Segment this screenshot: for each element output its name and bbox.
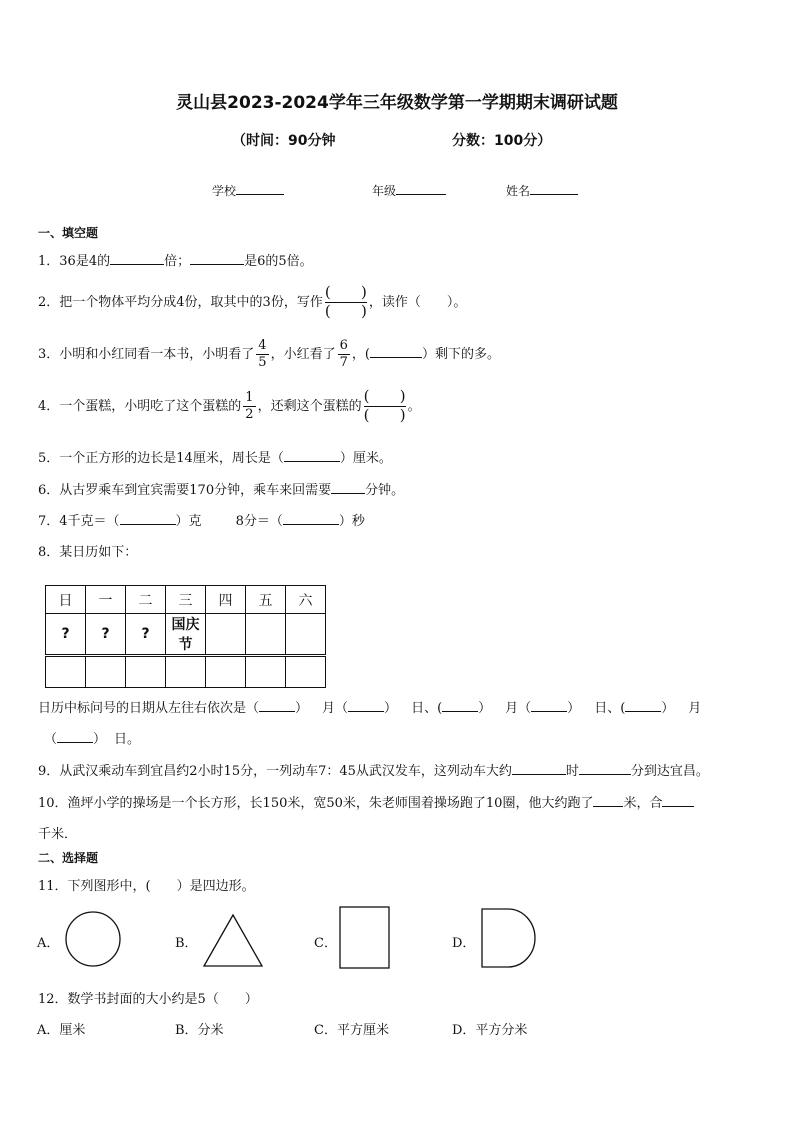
fraction-denominator: 7 bbox=[339, 355, 348, 370]
q1-text-a: 1．36是4的 bbox=[38, 254, 111, 269]
score-label: 分数：100分） bbox=[452, 133, 552, 149]
paren-fraction bbox=[364, 388, 406, 425]
question-11: 11．下列图形中，( ）是四边形。 bbox=[38, 879, 255, 894]
section-fill: 一、填空题 bbox=[38, 226, 99, 240]
fraction-denominator: 2 bbox=[245, 407, 254, 422]
q8-text: 日、( bbox=[411, 701, 443, 716]
q8-answer-line-1 bbox=[38, 697, 701, 716]
fraction bbox=[243, 390, 255, 423]
calendar-cell: ? bbox=[46, 614, 86, 656]
question-5 bbox=[38, 447, 392, 466]
calendar-header-row bbox=[46, 586, 326, 614]
grade-label: 年级 bbox=[372, 184, 397, 198]
option-d-label: D． bbox=[452, 936, 476, 951]
q6-text-a: 6．从古罗乘车到宜宾需要170分钟，乘车来回需要 bbox=[38, 483, 332, 498]
calendar-row bbox=[46, 656, 326, 688]
calendar-cell bbox=[206, 656, 246, 688]
q8-text: 日、( bbox=[594, 701, 626, 716]
fraction bbox=[256, 338, 268, 371]
page-title: 灵山县2023-2024学年三年级数学第一学期期末调研试题 bbox=[176, 93, 618, 113]
calendar-header-cell: 六 bbox=[286, 586, 326, 614]
blank bbox=[593, 794, 623, 807]
blank bbox=[190, 252, 244, 265]
grade-field bbox=[372, 182, 446, 199]
q5-text-a: 5．一个正方形的边长是14厘米，周长是（ bbox=[38, 451, 284, 466]
q8-text: 月（ bbox=[322, 701, 349, 716]
question-10-cont: 千米． bbox=[38, 827, 78, 842]
calendar-cell bbox=[206, 614, 246, 656]
calendar-cell bbox=[246, 614, 286, 656]
blank bbox=[331, 481, 365, 494]
q8-text: ） bbox=[384, 701, 398, 716]
q8-text: （ bbox=[44, 732, 58, 747]
d-shape bbox=[480, 907, 538, 969]
calendar-cell bbox=[46, 656, 86, 688]
calendar-table bbox=[45, 585, 326, 688]
q9-text-b: 时 bbox=[565, 764, 579, 779]
q1-text-c: 是6的5倍。 bbox=[244, 254, 313, 269]
option-c-label: C． bbox=[314, 936, 337, 951]
paren-fraction bbox=[325, 284, 367, 321]
q7-text-c: 8分＝（ bbox=[235, 514, 283, 529]
calendar-header-cell: 二 bbox=[126, 586, 166, 614]
calendar-row bbox=[46, 614, 326, 656]
blank bbox=[259, 699, 295, 712]
blank bbox=[110, 252, 164, 265]
option-a-label: A． bbox=[37, 936, 60, 951]
school-field bbox=[212, 182, 284, 199]
blank bbox=[283, 512, 339, 525]
calendar-header-cell: 日 bbox=[46, 586, 86, 614]
rectangle-shape bbox=[339, 906, 391, 970]
question-4 bbox=[38, 388, 421, 425]
blank bbox=[57, 730, 93, 743]
fraction-numerator: 4 bbox=[258, 338, 267, 353]
q3-text-c: ，( bbox=[351, 347, 370, 362]
q4-text-a: 4．一个蛋糕，小明吃了这个蛋糕的 bbox=[38, 399, 242, 414]
q7-text-d: ）秒 bbox=[338, 514, 365, 529]
blank bbox=[284, 449, 340, 462]
grade-blank bbox=[396, 182, 446, 195]
question-9 bbox=[38, 760, 709, 779]
q3-text-b: ，小红看了 bbox=[270, 347, 336, 362]
blank bbox=[370, 345, 422, 358]
q4-text-c: 。 bbox=[407, 399, 421, 414]
question-12: 12．数学书封面的大小约是5（ ） bbox=[38, 992, 258, 1007]
calendar-cell: 国庆节 bbox=[166, 614, 206, 656]
calendar-cell bbox=[166, 656, 206, 688]
q7-text-a: 7．4千克＝（ bbox=[38, 514, 120, 529]
calendar-cell: ? bbox=[126, 614, 166, 656]
q3-text-a: 3．小明和小红同看一本书，小明看了 bbox=[38, 347, 255, 362]
blank bbox=[512, 762, 566, 775]
calendar-header-cell: 五 bbox=[246, 586, 286, 614]
q1-text-b: 倍； bbox=[164, 254, 191, 269]
q2-text-b: ，读作（ ）。 bbox=[368, 295, 467, 310]
question-6 bbox=[38, 479, 404, 498]
circle-shape bbox=[64, 910, 122, 968]
triangle-shape bbox=[202, 912, 264, 968]
q8-text: ） bbox=[295, 701, 309, 716]
q6-text-b: 分钟。 bbox=[365, 483, 405, 498]
blank bbox=[348, 699, 384, 712]
option-b-label: B． bbox=[175, 936, 198, 951]
q8-text: 日历中标问号的日期从左往右依次是（ bbox=[38, 701, 260, 716]
q3-text-d: ）剩下的多。 bbox=[421, 347, 500, 362]
fraction bbox=[338, 338, 350, 371]
calendar-cell bbox=[126, 656, 166, 688]
option-b: B．分米 bbox=[175, 1023, 224, 1038]
q7-text-b: ）克 bbox=[175, 514, 202, 529]
fraction-numerator: 6 bbox=[339, 338, 348, 353]
option-d: D．平方分米 bbox=[452, 1023, 528, 1038]
q9-text-a: 9．从武汉乘动车到宜昌约2小时15分，一列动车7：45从武汉发车，这列动车大约 bbox=[38, 764, 512, 779]
calendar-cell bbox=[286, 614, 326, 656]
blank bbox=[625, 699, 661, 712]
calendar-header-cell: 三 bbox=[166, 586, 206, 614]
calendar-header-cell: 一 bbox=[86, 586, 126, 614]
blank bbox=[120, 512, 176, 525]
blank bbox=[442, 699, 478, 712]
fraction-numerator: 1 bbox=[245, 390, 254, 405]
q10-text-b: 米，合 bbox=[623, 796, 663, 811]
question-3 bbox=[38, 338, 500, 371]
question-2 bbox=[38, 284, 466, 321]
question-8: 8．某日历如下： bbox=[38, 545, 138, 560]
blank bbox=[662, 794, 694, 807]
question-1 bbox=[38, 250, 313, 269]
blank bbox=[531, 699, 567, 712]
q8-text: ） bbox=[661, 701, 675, 716]
fraction-denominator: 5 bbox=[258, 355, 267, 370]
q8-text: 日。 bbox=[114, 732, 141, 747]
blank bbox=[579, 762, 631, 775]
question-10 bbox=[38, 792, 694, 811]
name-label: 姓名 bbox=[506, 184, 531, 198]
q9-text-c: 分到达宜昌。 bbox=[630, 764, 709, 779]
q8-text: 月（ bbox=[505, 701, 532, 716]
question-7 bbox=[38, 510, 365, 529]
option-a: A．厘米 bbox=[37, 1023, 86, 1038]
calendar-header-cell: 四 bbox=[206, 586, 246, 614]
calendar-cell bbox=[86, 656, 126, 688]
q5-text-b: ）厘米。 bbox=[339, 451, 392, 466]
time-label: （时间：90分钟 bbox=[232, 133, 336, 149]
calendar-cell: ? bbox=[86, 614, 126, 656]
option-c: C．平方厘米 bbox=[314, 1023, 389, 1038]
section-choice: 二、选择题 bbox=[38, 851, 99, 865]
name-blank bbox=[530, 182, 578, 195]
q4-text-b: ，还剩这个蛋糕的 bbox=[257, 399, 362, 414]
q8-text: ） bbox=[478, 701, 492, 716]
calendar-cell bbox=[246, 656, 286, 688]
q8-text: 月 bbox=[688, 701, 702, 716]
school-blank bbox=[236, 182, 284, 195]
name-field bbox=[506, 182, 578, 199]
q8-answer-line-2 bbox=[44, 728, 140, 747]
q10-text-a: 10．渔坪小学的操场是一个长方形，长150米，宽50米，朱老师围着操场跑了10圈，他大约跑了 bbox=[38, 796, 594, 811]
q8-text: ） bbox=[93, 732, 107, 747]
calendar-cell bbox=[286, 656, 326, 688]
q2-text-a: 2．把一个物体平均分成4份，取其中的3份，写作 bbox=[38, 295, 323, 310]
q8-text: ） bbox=[567, 701, 581, 716]
school-label: 学校 bbox=[212, 184, 237, 198]
